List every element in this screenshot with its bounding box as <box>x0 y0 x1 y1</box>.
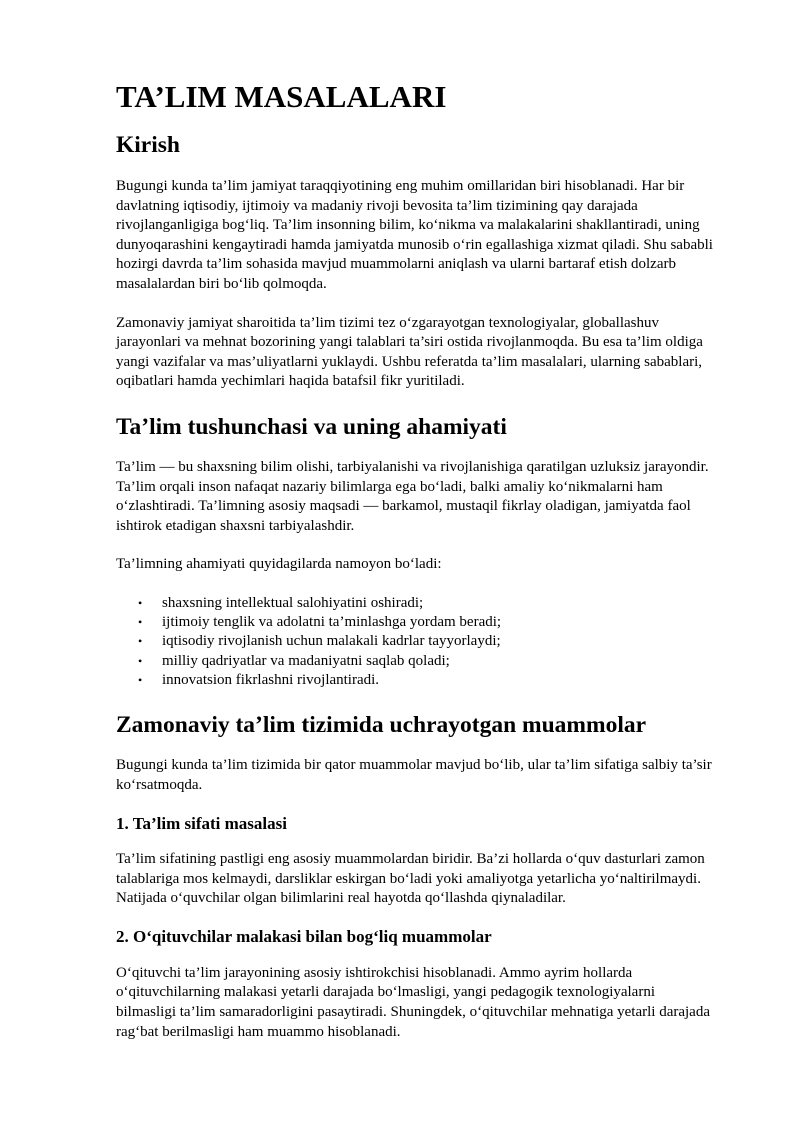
list-item <box>116 594 716 613</box>
concept-paragraph-1: Ta’lim — bu shaxsning bilim olishi, tarbiyalanishi va rivojlanishiga qaratilgan uzluksiz jarayondir. Ta’lim orqali inson nafaqat nazariy bilimlarga ega bo‘ladi, balki amaliy ko‘nikmalarni ham o‘zlashtiradi. Ta’limning asosiy maqsadi — barkamol, mustaqil fikrlay oladigan, jamiyatda faol ishtirok etadigan shaxsni tarbiyalashdir. <box>116 458 709 534</box>
list-item <box>116 652 716 671</box>
subsection-heading-teachers: 2. O‘qituvchilar malakasi bilan bog‘liq muammolar <box>116 926 492 946</box>
bullet-icon: • <box>138 615 143 630</box>
list-item-text: ijtimoiy tenglik va adolatni ta’minlashga yordam beradi; <box>162 614 502 631</box>
intro-paragraph-1: Bugungi kunda ta’lim jamiyat taraqqiyotining eng muhim omillaridan biri hisoblanadi. Har bir davlatning iqtisodiy, ijtimoiy va madaniy rivoji bevosita ta’lim tizimining qay darajada rivojlanganligiga bog‘liq. Ta’lim insonning bilim, ko‘nikma va malakalarini shakllantiradi, uning dunyoqarashini kengaytiradi hamda jamiyatda munosib o‘rin egallashiga xizmat qiladi. Shu sababli hozirgi davrda ta’lim sohasida mavjud muammolarni aniqlash va ularni bartaraf etish dolzarb masalalardan biri bo‘lib qolmoqda. <box>116 178 713 292</box>
list-item-text: innovatsion fikrlashni rivojlantiradi. <box>162 671 380 688</box>
importance-list <box>116 594 716 690</box>
list-item-text: shaxsning intellektual salohiyatini oshiradi; <box>162 594 424 611</box>
list-item <box>116 671 716 690</box>
section-heading-intro: Kirish <box>116 132 180 158</box>
quality-paragraph: Ta’lim sifatining pastligi eng asosiy muammolardan biridir. Ba’zi hollarda o‘quv dasturlari zamon talablariga mos kelmaydi, darsliklar eskirgan bo‘ladi yoki amaliyotga yetarlicha yo‘naltirilmaydi. Natijada o‘quvchilar olgan bilimlarini real hayotda qo‘llashda qiynaladilar. <box>116 851 705 907</box>
subsection-heading-quality: 1. Ta’lim sifati masalasi <box>116 814 287 834</box>
problems-intro-paragraph: Bugungi kunda ta’lim tizimida bir qator muammolar mavjud bo‘lib, ular ta’lim sifatiga salbiy ta’sir ko‘rsatmoqda. <box>116 756 712 793</box>
section-heading-concept: Ta’lim tushunchasi va uning ahamiyati <box>116 413 507 440</box>
bullet-icon: • <box>138 672 143 687</box>
document-content <box>116 78 716 1042</box>
bullet-icon: • <box>138 595 143 610</box>
bullet-icon: • <box>138 634 143 649</box>
concept-paragraph-2: Ta’limning ahamiyati quyidagilarda namoyon bo‘ladi: <box>116 556 442 573</box>
bullet-icon: • <box>138 653 143 668</box>
teachers-paragraph: O‘qituvchi ta’lim jarayonining asosiy ishtirokchisi hisoblanadi. Ammo ayrim hollarda o‘qituvchilarning malakasi yetarli darajada bo‘lmasligi, yangi pedagogik texnologiyalarni bilmasligi ta’lim samaradorligini pasaytiradi. Shuningdek, o‘qituvchilar mehnatiga yetarli darajada rag‘bat berilmasligi ham muammo hisoblanadi. <box>116 964 710 1040</box>
list-item-text: milliy qadriyatlar va madaniyatni saqlab qoladi; <box>162 652 450 669</box>
list-item <box>116 613 716 632</box>
list-item-text: iqtisodiy rivojlanish uchun malakali kadrlar tayyorlaydi; <box>162 633 501 650</box>
document-title: TA’LIM MASALALARI <box>116 79 447 114</box>
intro-paragraph-2: Zamonaviy jamiyat sharoitida ta’lim tizimi tez o‘zgarayotgan texnologiyalar, globallashuv jarayonlari va mehnat bozorining yangi talablari ta’siri ostida rivojlanmoqda. Bu esa ta’lim oldiga yangi vazifalar va mas’uliyatlarni yuklaydi. Ushbu referatda ta’lim masalalari, ularning sabablari, oqibatlari hamda yechimlari haqida batafsil fikr yuritiladi. <box>116 314 703 390</box>
list-item <box>116 632 716 651</box>
section-heading-problems: Zamonaviy ta’lim tizimida uchrayotgan muammolar <box>116 711 647 738</box>
